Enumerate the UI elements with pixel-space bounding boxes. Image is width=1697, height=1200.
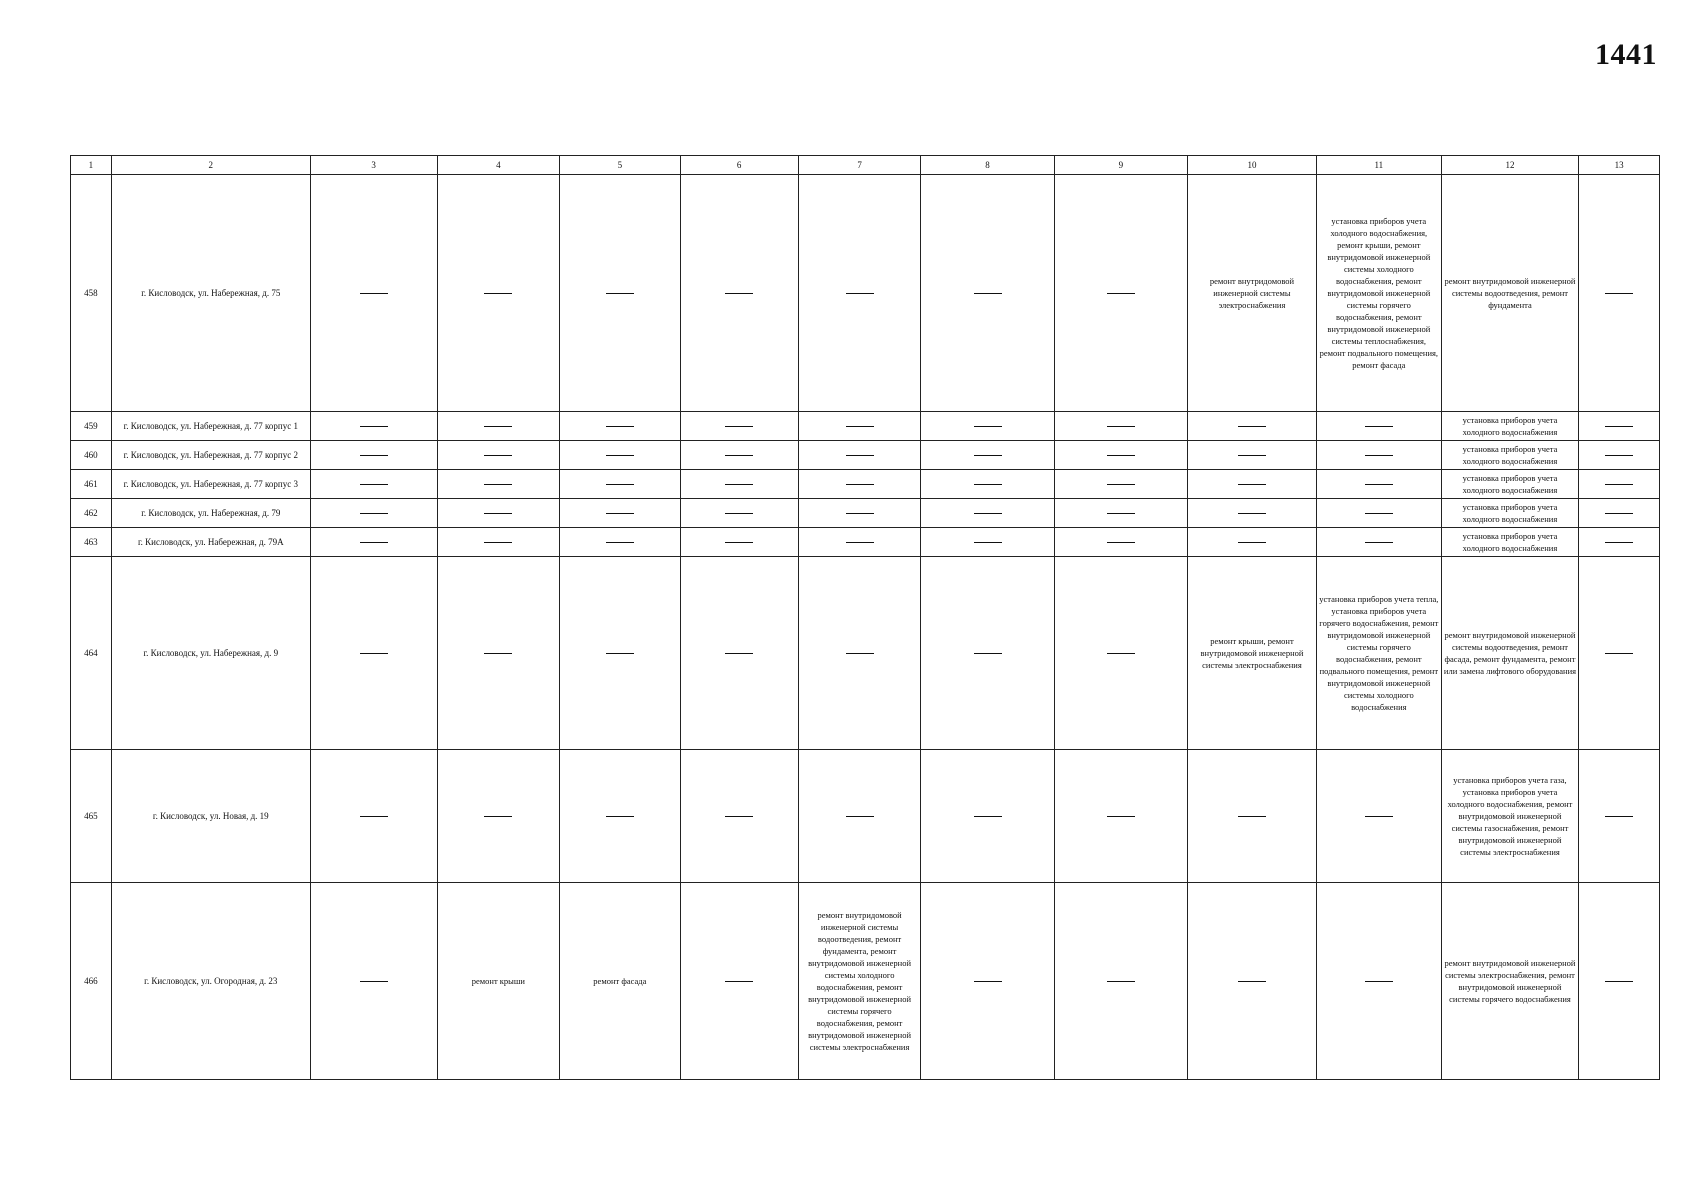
dash-mark — [725, 484, 753, 485]
address-cell: г. Кисловодск, ул. Набережная, д. 9 — [111, 557, 310, 750]
address-cell: г. Кисловодск, ул. Набережная, д. 77 корпус 2 — [111, 441, 310, 470]
table-body — [71, 175, 1660, 1080]
dash-mark — [484, 484, 512, 485]
work-description-cell — [1441, 499, 1579, 528]
dash-mark — [1365, 513, 1393, 514]
dash-mark — [1107, 816, 1135, 817]
empty-dash-cell — [921, 175, 1054, 412]
dash-mark — [974, 542, 1002, 543]
dash-mark — [974, 981, 1002, 982]
dash-mark — [1238, 455, 1266, 456]
dash-mark — [1365, 455, 1393, 456]
work-description: установка приборов учета холодного водоснабжения, ремонт крыши, ремонт внутридомовой инженерной системы холодного водоснабжения, ремонт внутридомовой инженерной системы горячего водоснабжения, ремонт внутридомовой инженерной системы теплоснабжения, ремонт подвального помещения, ремонт фасада — [1319, 216, 1439, 370]
dash-mark — [1238, 513, 1266, 514]
dash-mark — [484, 542, 512, 543]
empty-dash-cell — [1579, 557, 1660, 750]
dash-mark — [846, 426, 874, 427]
column-header: 1 — [71, 156, 112, 175]
dash-mark — [484, 653, 512, 654]
table-row — [71, 557, 1660, 750]
dash-mark — [606, 816, 634, 817]
empty-dash-cell — [921, 499, 1054, 528]
empty-dash-cell — [798, 441, 921, 470]
empty-dash-cell — [680, 175, 798, 412]
dash-mark — [360, 455, 388, 456]
empty-dash-cell — [1579, 412, 1660, 441]
dash-mark — [484, 293, 512, 294]
empty-dash-cell — [1316, 750, 1441, 883]
dash-mark — [1365, 426, 1393, 427]
dash-mark — [1238, 542, 1266, 543]
empty-dash-cell — [310, 750, 437, 883]
dash-mark — [606, 455, 634, 456]
empty-dash-cell — [1054, 750, 1187, 883]
work-description: установка приборов учета холодного водоснабжения — [1462, 473, 1558, 495]
column-header: 13 — [1579, 156, 1660, 175]
dash-mark — [1107, 293, 1135, 294]
dash-mark — [846, 653, 874, 654]
dash-mark — [360, 513, 388, 514]
empty-dash-cell — [560, 470, 680, 499]
dash-mark — [360, 981, 388, 982]
dash-mark — [1605, 426, 1633, 427]
empty-dash-cell — [437, 499, 560, 528]
dash-mark — [360, 653, 388, 654]
empty-dash-cell — [437, 750, 560, 883]
empty-dash-cell — [921, 883, 1054, 1080]
work-description: ремонт крыши, ремонт внутридомовой инженерной системы электроснабжения — [1200, 636, 1304, 670]
column-header: 10 — [1187, 156, 1316, 175]
dash-mark — [1238, 981, 1266, 982]
table-row — [71, 528, 1660, 557]
table-row — [71, 750, 1660, 883]
address-cell: г. Кисловодск, ул. Набережная, д. 79 — [111, 499, 310, 528]
work-description-cell — [437, 883, 560, 1080]
column-header: 3 — [310, 156, 437, 175]
empty-dash-cell — [1579, 441, 1660, 470]
dash-mark — [846, 484, 874, 485]
dash-mark — [725, 455, 753, 456]
dash-mark — [1365, 484, 1393, 485]
dash-mark — [1605, 484, 1633, 485]
empty-dash-cell — [1054, 557, 1187, 750]
empty-dash-cell — [1187, 441, 1316, 470]
empty-dash-cell — [310, 412, 437, 441]
dash-mark — [484, 426, 512, 427]
empty-dash-cell — [437, 412, 560, 441]
dash-mark — [974, 816, 1002, 817]
row-number: 458 — [71, 175, 112, 412]
table-row — [71, 470, 1660, 499]
empty-dash-cell — [310, 441, 437, 470]
dash-mark — [1605, 513, 1633, 514]
empty-dash-cell — [798, 750, 921, 883]
dash-mark — [1107, 981, 1135, 982]
empty-dash-cell — [437, 470, 560, 499]
dash-mark — [606, 484, 634, 485]
empty-dash-cell — [921, 470, 1054, 499]
column-header: 11 — [1316, 156, 1441, 175]
table-row — [71, 499, 1660, 528]
dash-mark — [1107, 426, 1135, 427]
work-description-cell — [1441, 883, 1579, 1080]
empty-dash-cell — [560, 750, 680, 883]
empty-dash-cell — [560, 175, 680, 412]
empty-dash-cell — [798, 175, 921, 412]
dash-mark — [974, 513, 1002, 514]
empty-dash-cell — [798, 557, 921, 750]
empty-dash-cell — [437, 175, 560, 412]
dash-mark — [1605, 542, 1633, 543]
dash-mark — [725, 542, 753, 543]
dash-mark — [846, 455, 874, 456]
empty-dash-cell — [921, 412, 1054, 441]
dash-mark — [606, 653, 634, 654]
work-description: ремонт внутридомовой инженерной системы электроснабжения, ремонт внутридомовой инженерной системы горячего водоснабжения — [1444, 958, 1576, 1004]
empty-dash-cell — [1579, 499, 1660, 528]
work-description: ремонт внутридомовой инженерной системы водоотведения, ремонт фундамента, ремонт внутридомовой инженерной системы холодного водоснабжения, ремонт внутридомовой инженерной системы горячего водоснабжения, ремонт внутридомовой инженерной системы электроснабжения — [808, 910, 912, 1052]
empty-dash-cell — [1316, 441, 1441, 470]
table-row — [71, 441, 1660, 470]
column-header: 2 — [111, 156, 310, 175]
work-description: ремонт крыши — [471, 976, 525, 986]
empty-dash-cell — [1054, 499, 1187, 528]
dash-mark — [1605, 653, 1633, 654]
empty-dash-cell — [1187, 750, 1316, 883]
empty-dash-cell — [798, 499, 921, 528]
dash-mark — [725, 653, 753, 654]
empty-dash-cell — [1187, 470, 1316, 499]
address-cell: г. Кисловодск, ул. Новая, д. 19 — [111, 750, 310, 883]
empty-dash-cell — [310, 557, 437, 750]
dash-mark — [1605, 981, 1633, 982]
column-header: 4 — [437, 156, 560, 175]
empty-dash-cell — [798, 412, 921, 441]
empty-dash-cell — [310, 175, 437, 412]
empty-dash-cell — [680, 470, 798, 499]
work-description-cell — [1441, 441, 1579, 470]
dash-mark — [846, 293, 874, 294]
dash-mark — [1107, 455, 1135, 456]
dash-mark — [484, 816, 512, 817]
empty-dash-cell — [560, 499, 680, 528]
dash-mark — [1238, 484, 1266, 485]
dash-mark — [1107, 484, 1135, 485]
empty-dash-cell — [310, 499, 437, 528]
empty-dash-cell — [680, 412, 798, 441]
empty-dash-cell — [310, 883, 437, 1080]
empty-dash-cell — [680, 557, 798, 750]
empty-dash-cell — [1187, 412, 1316, 441]
empty-dash-cell — [1579, 883, 1660, 1080]
address-cell: г. Кисловодск, ул. Набережная, д. 79А — [111, 528, 310, 557]
dash-mark — [1107, 653, 1135, 654]
empty-dash-cell — [1054, 175, 1187, 412]
work-description-cell — [1441, 175, 1579, 412]
empty-dash-cell — [1316, 412, 1441, 441]
header-row — [71, 156, 1660, 175]
work-description: установка приборов учета холодного водоснабжения — [1462, 415, 1558, 437]
work-description: ремонт внутридомовой инженерной системы электроснабжения — [1209, 276, 1295, 310]
work-description-cell — [1441, 470, 1579, 499]
dash-mark — [974, 653, 1002, 654]
empty-dash-cell — [1187, 883, 1316, 1080]
work-description: установка приборов учета газа, установка приборов учета холодного водоснабжения, ремонт внутридомовой инженерной системы газоснабжения, ремонт внутридомовой инженерной системы электроснабжения — [1447, 775, 1573, 857]
column-header: 9 — [1054, 156, 1187, 175]
work-description-cell — [1441, 412, 1579, 441]
empty-dash-cell — [560, 528, 680, 557]
work-description: ремонт фасада — [593, 976, 647, 986]
empty-dash-cell — [1054, 528, 1187, 557]
dash-mark — [1365, 542, 1393, 543]
empty-dash-cell — [560, 412, 680, 441]
empty-dash-cell — [921, 441, 1054, 470]
empty-dash-cell — [310, 470, 437, 499]
empty-dash-cell — [921, 750, 1054, 883]
work-description-cell — [560, 883, 680, 1080]
empty-dash-cell — [1054, 883, 1187, 1080]
empty-dash-cell — [1579, 470, 1660, 499]
dash-mark — [846, 816, 874, 817]
empty-dash-cell — [437, 557, 560, 750]
empty-dash-cell — [1316, 470, 1441, 499]
work-description-cell — [1316, 175, 1441, 412]
dash-mark — [1238, 816, 1266, 817]
row-number: 466 — [71, 883, 112, 1080]
empty-dash-cell — [921, 528, 1054, 557]
empty-dash-cell — [310, 528, 437, 557]
empty-dash-cell — [680, 883, 798, 1080]
table-row — [71, 412, 1660, 441]
empty-dash-cell — [680, 528, 798, 557]
dash-mark — [606, 426, 634, 427]
empty-dash-cell — [560, 557, 680, 750]
row-number: 459 — [71, 412, 112, 441]
work-description-cell — [1187, 557, 1316, 750]
dash-mark — [360, 542, 388, 543]
dash-mark — [606, 513, 634, 514]
work-description-cell — [1187, 175, 1316, 412]
dash-mark — [360, 816, 388, 817]
dash-mark — [606, 542, 634, 543]
schedule-table — [70, 155, 1660, 1080]
empty-dash-cell — [680, 499, 798, 528]
work-description-cell — [798, 883, 921, 1080]
empty-dash-cell — [680, 441, 798, 470]
empty-dash-cell — [1316, 499, 1441, 528]
empty-dash-cell — [1579, 528, 1660, 557]
empty-dash-cell — [1316, 528, 1441, 557]
dash-mark — [725, 513, 753, 514]
row-number: 465 — [71, 750, 112, 883]
empty-dash-cell — [1579, 750, 1660, 883]
dash-mark — [974, 426, 1002, 427]
dash-mark — [725, 426, 753, 427]
row-number: 463 — [71, 528, 112, 557]
column-header: 6 — [680, 156, 798, 175]
dash-mark — [360, 293, 388, 294]
dash-mark — [846, 542, 874, 543]
dash-mark — [725, 816, 753, 817]
dash-mark — [725, 981, 753, 982]
work-description: ремонт внутридомовой инженерной системы водоотведения, ремонт фундамента — [1444, 276, 1576, 310]
page-number: 1441 — [1595, 38, 1657, 71]
address-cell: г. Кисловодск, ул. Набережная, д. 77 корпус 1 — [111, 412, 310, 441]
work-description: установка приборов учета тепла, установка приборов учета горячего водоснабжения, ремонт внутридомовой инженерной системы горячего водоснабжения, ремонт подвального помещения, ремонт внутридомовой инженерной системы холодного водоснабжения — [1319, 594, 1439, 712]
dash-mark — [1107, 542, 1135, 543]
empty-dash-cell — [1187, 528, 1316, 557]
dash-mark — [974, 484, 1002, 485]
work-description: установка приборов учета холодного водоснабжения — [1462, 502, 1558, 524]
address-cell: г. Кисловодск, ул. Набережная, д. 77 корпус 3 — [111, 470, 310, 499]
work-description-cell — [1441, 528, 1579, 557]
empty-dash-cell — [921, 557, 1054, 750]
work-description: ремонт внутридомовой инженерной системы водоотведения, ремонт фасада, ремонт фундамента, ремонт или замена лифтового оборудования — [1443, 630, 1577, 676]
work-description: установка приборов учета холодного водоснабжения — [1462, 531, 1558, 553]
empty-dash-cell — [798, 528, 921, 557]
address-cell: г. Кисловодск, ул. Огородная, д. 23 — [111, 883, 310, 1080]
column-header: 12 — [1441, 156, 1579, 175]
empty-dash-cell — [437, 528, 560, 557]
dash-mark — [1107, 513, 1135, 514]
dash-mark — [974, 455, 1002, 456]
empty-dash-cell — [560, 441, 680, 470]
empty-dash-cell — [1316, 883, 1441, 1080]
empty-dash-cell — [1054, 470, 1187, 499]
row-number: 464 — [71, 557, 112, 750]
empty-dash-cell — [1579, 175, 1660, 412]
dash-mark — [360, 426, 388, 427]
empty-dash-cell — [1054, 441, 1187, 470]
dash-mark — [1365, 981, 1393, 982]
work-description-cell — [1441, 750, 1579, 883]
empty-dash-cell — [1054, 412, 1187, 441]
empty-dash-cell — [437, 441, 560, 470]
row-number: 462 — [71, 499, 112, 528]
dash-mark — [846, 513, 874, 514]
dash-mark — [606, 293, 634, 294]
dash-mark — [725, 293, 753, 294]
dash-mark — [484, 513, 512, 514]
dash-mark — [1605, 455, 1633, 456]
dash-mark — [1365, 816, 1393, 817]
dash-mark — [484, 455, 512, 456]
dash-mark — [974, 293, 1002, 294]
column-header: 5 — [560, 156, 680, 175]
column-header: 7 — [798, 156, 921, 175]
dash-mark — [360, 484, 388, 485]
empty-dash-cell — [1187, 499, 1316, 528]
work-description-cell — [1441, 557, 1579, 750]
empty-dash-cell — [680, 750, 798, 883]
table-row — [71, 883, 1660, 1080]
address-cell: г. Кисловодск, ул. Набережная, д. 75 — [111, 175, 310, 412]
work-description-cell — [1316, 557, 1441, 750]
row-number: 461 — [71, 470, 112, 499]
table-row — [71, 175, 1660, 412]
work-description: установка приборов учета холодного водоснабжения — [1462, 444, 1558, 466]
empty-dash-cell — [798, 470, 921, 499]
dash-mark — [1605, 293, 1633, 294]
dash-mark — [1605, 816, 1633, 817]
column-header: 8 — [921, 156, 1054, 175]
dash-mark — [1238, 426, 1266, 427]
row-number: 460 — [71, 441, 112, 470]
